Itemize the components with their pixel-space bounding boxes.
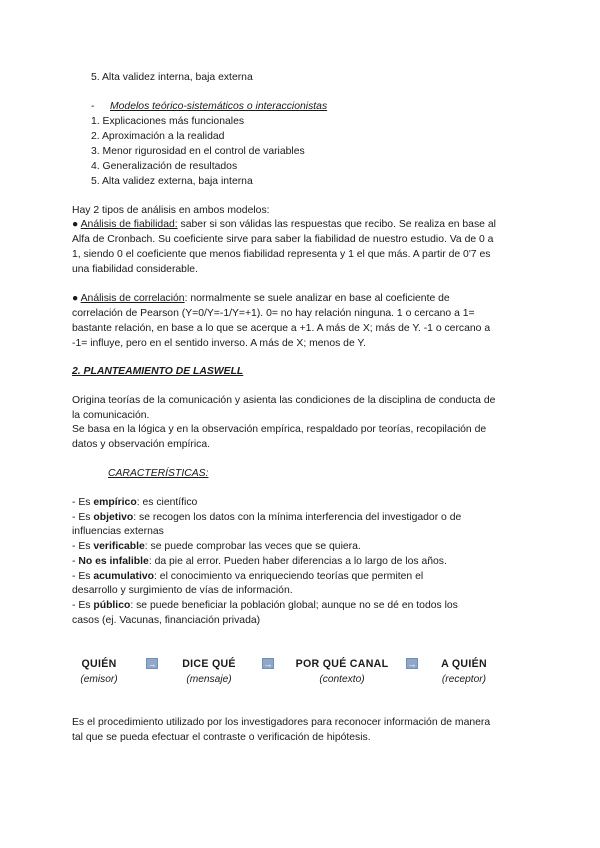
char-item: desarrollo y surgimiento de vías de información. (72, 585, 293, 596)
bullet-icon: ● (72, 219, 79, 230)
text-line: datos y observación empírica. (72, 439, 211, 450)
flow-step-title: QUIÉN (81, 658, 117, 670)
flow-step-sub: (emisor) (80, 674, 118, 685)
text-line: correlación de Pearson (Y=0/Y=-1/Y=+1). 0= no hay relación ninguna. 1 o cercano a 1= (72, 308, 475, 319)
analysis-intro: Hay 2 tipos de análisis en ambos modelos: (72, 205, 270, 216)
arrow-right-icon: → (407, 659, 417, 669)
text-line: la comunicación. (72, 410, 150, 421)
char-item: - Es acumulativo: el conocimiento va enriqueciendo teorías que permiten el (72, 571, 424, 582)
arrow-right-icon: → (147, 659, 157, 669)
list-item: 1. Explicaciones más funcionales (91, 116, 245, 127)
text-line: tal que se pueda efectuar el contraste o verificación de hipótesis. (72, 732, 371, 743)
char-item: - Es público: se puede beneficiar la población global; aunque no se dé en todos los (72, 600, 458, 611)
text-line: Alfa de Cronbach. Su coeficiente sirve para saber la fiabilidad de nuestro estudio. Va de 0 a (72, 234, 494, 245)
text-line: Se basa en la lógica y en la observación empírica, respaldado por teorías, recopilación de (72, 424, 487, 435)
models-dash: - (91, 101, 95, 112)
char-item: influencias externas (72, 526, 164, 537)
arrow-right-icon: → (263, 659, 273, 669)
text-line: una fiabilidad considerable. (72, 264, 198, 275)
flow-step-title: POR QUÉ CANAL (295, 658, 389, 670)
text-line: Es el procedimiento utilizado por los investigadores para reconocer información de manera (72, 717, 491, 728)
text-line: -1= influye, pero en el sentido inverso. A más de X; menos de Y. (72, 338, 366, 349)
char-item: - No es infalible: da pie al error. Pueden haber diferencias a lo largo de los años. (72, 556, 447, 567)
flow-step-title: A QUIÉN (441, 658, 487, 670)
list-item: 2. Aproximación a la realidad (91, 131, 225, 142)
text-line: 1, siendo 0 el coeficiente que menos fiabilidad representa y 1 el que más. A partir de 0'7 es (72, 249, 491, 260)
section-heading: 2. PLANTEAMIENTO DE LASWELL (72, 366, 244, 377)
correlacion-title: Análisis de correlación (80, 293, 185, 304)
flow-step-sub: (contexto) (319, 674, 365, 685)
list-item: 3. Menor rigurosidad en el control de variables (91, 146, 305, 157)
list-item: 5. Alta validez externa, baja interna (91, 176, 253, 187)
char-item: casos (ej. Vacunas, financiación privada) (72, 615, 261, 626)
text-line: bastante relación, en base a lo que se acerque a +1. A más de X; más de Y. -1 o cercano a (72, 323, 491, 334)
char-item: - Es objetivo: se recogen los datos con la mínima interferencia del investigador o de (72, 512, 462, 523)
list-item: 5. Alta validez interna, baja externa (91, 72, 253, 83)
flow-step-title: DICE QUÉ (182, 658, 236, 670)
char-item: - Es empírico: es científico (72, 497, 198, 508)
correlacion-line: ● Análisis de correlación: normalmente se suele analizar en base al coeficiente de (72, 293, 450, 304)
char-item: - Es verificable: se puede comprobar las veces que se quiera. (72, 541, 361, 552)
fiabilidad-line: ● Análisis de fiabilidad: saber si son válidas las respuestas que recibo. Se realiza en base al (72, 219, 496, 230)
flow-step-sub: (mensaje) (186, 674, 232, 685)
bullet-icon: ● (72, 293, 79, 304)
list-item: 4. Generalización de resultados (91, 161, 238, 172)
fiabilidad-title: Análisis de fiabilidad: (80, 219, 178, 230)
models-heading: Modelos teórico-sistemáticos o interaccionistas (110, 101, 328, 112)
text-line: Origina teorías de la comunicación y asienta las condiciones de la disciplina de conducta de (72, 395, 496, 406)
flow-step-sub: (receptor) (441, 674, 487, 685)
characteristics-heading: CARACTERÍSTICAS: (108, 468, 209, 479)
